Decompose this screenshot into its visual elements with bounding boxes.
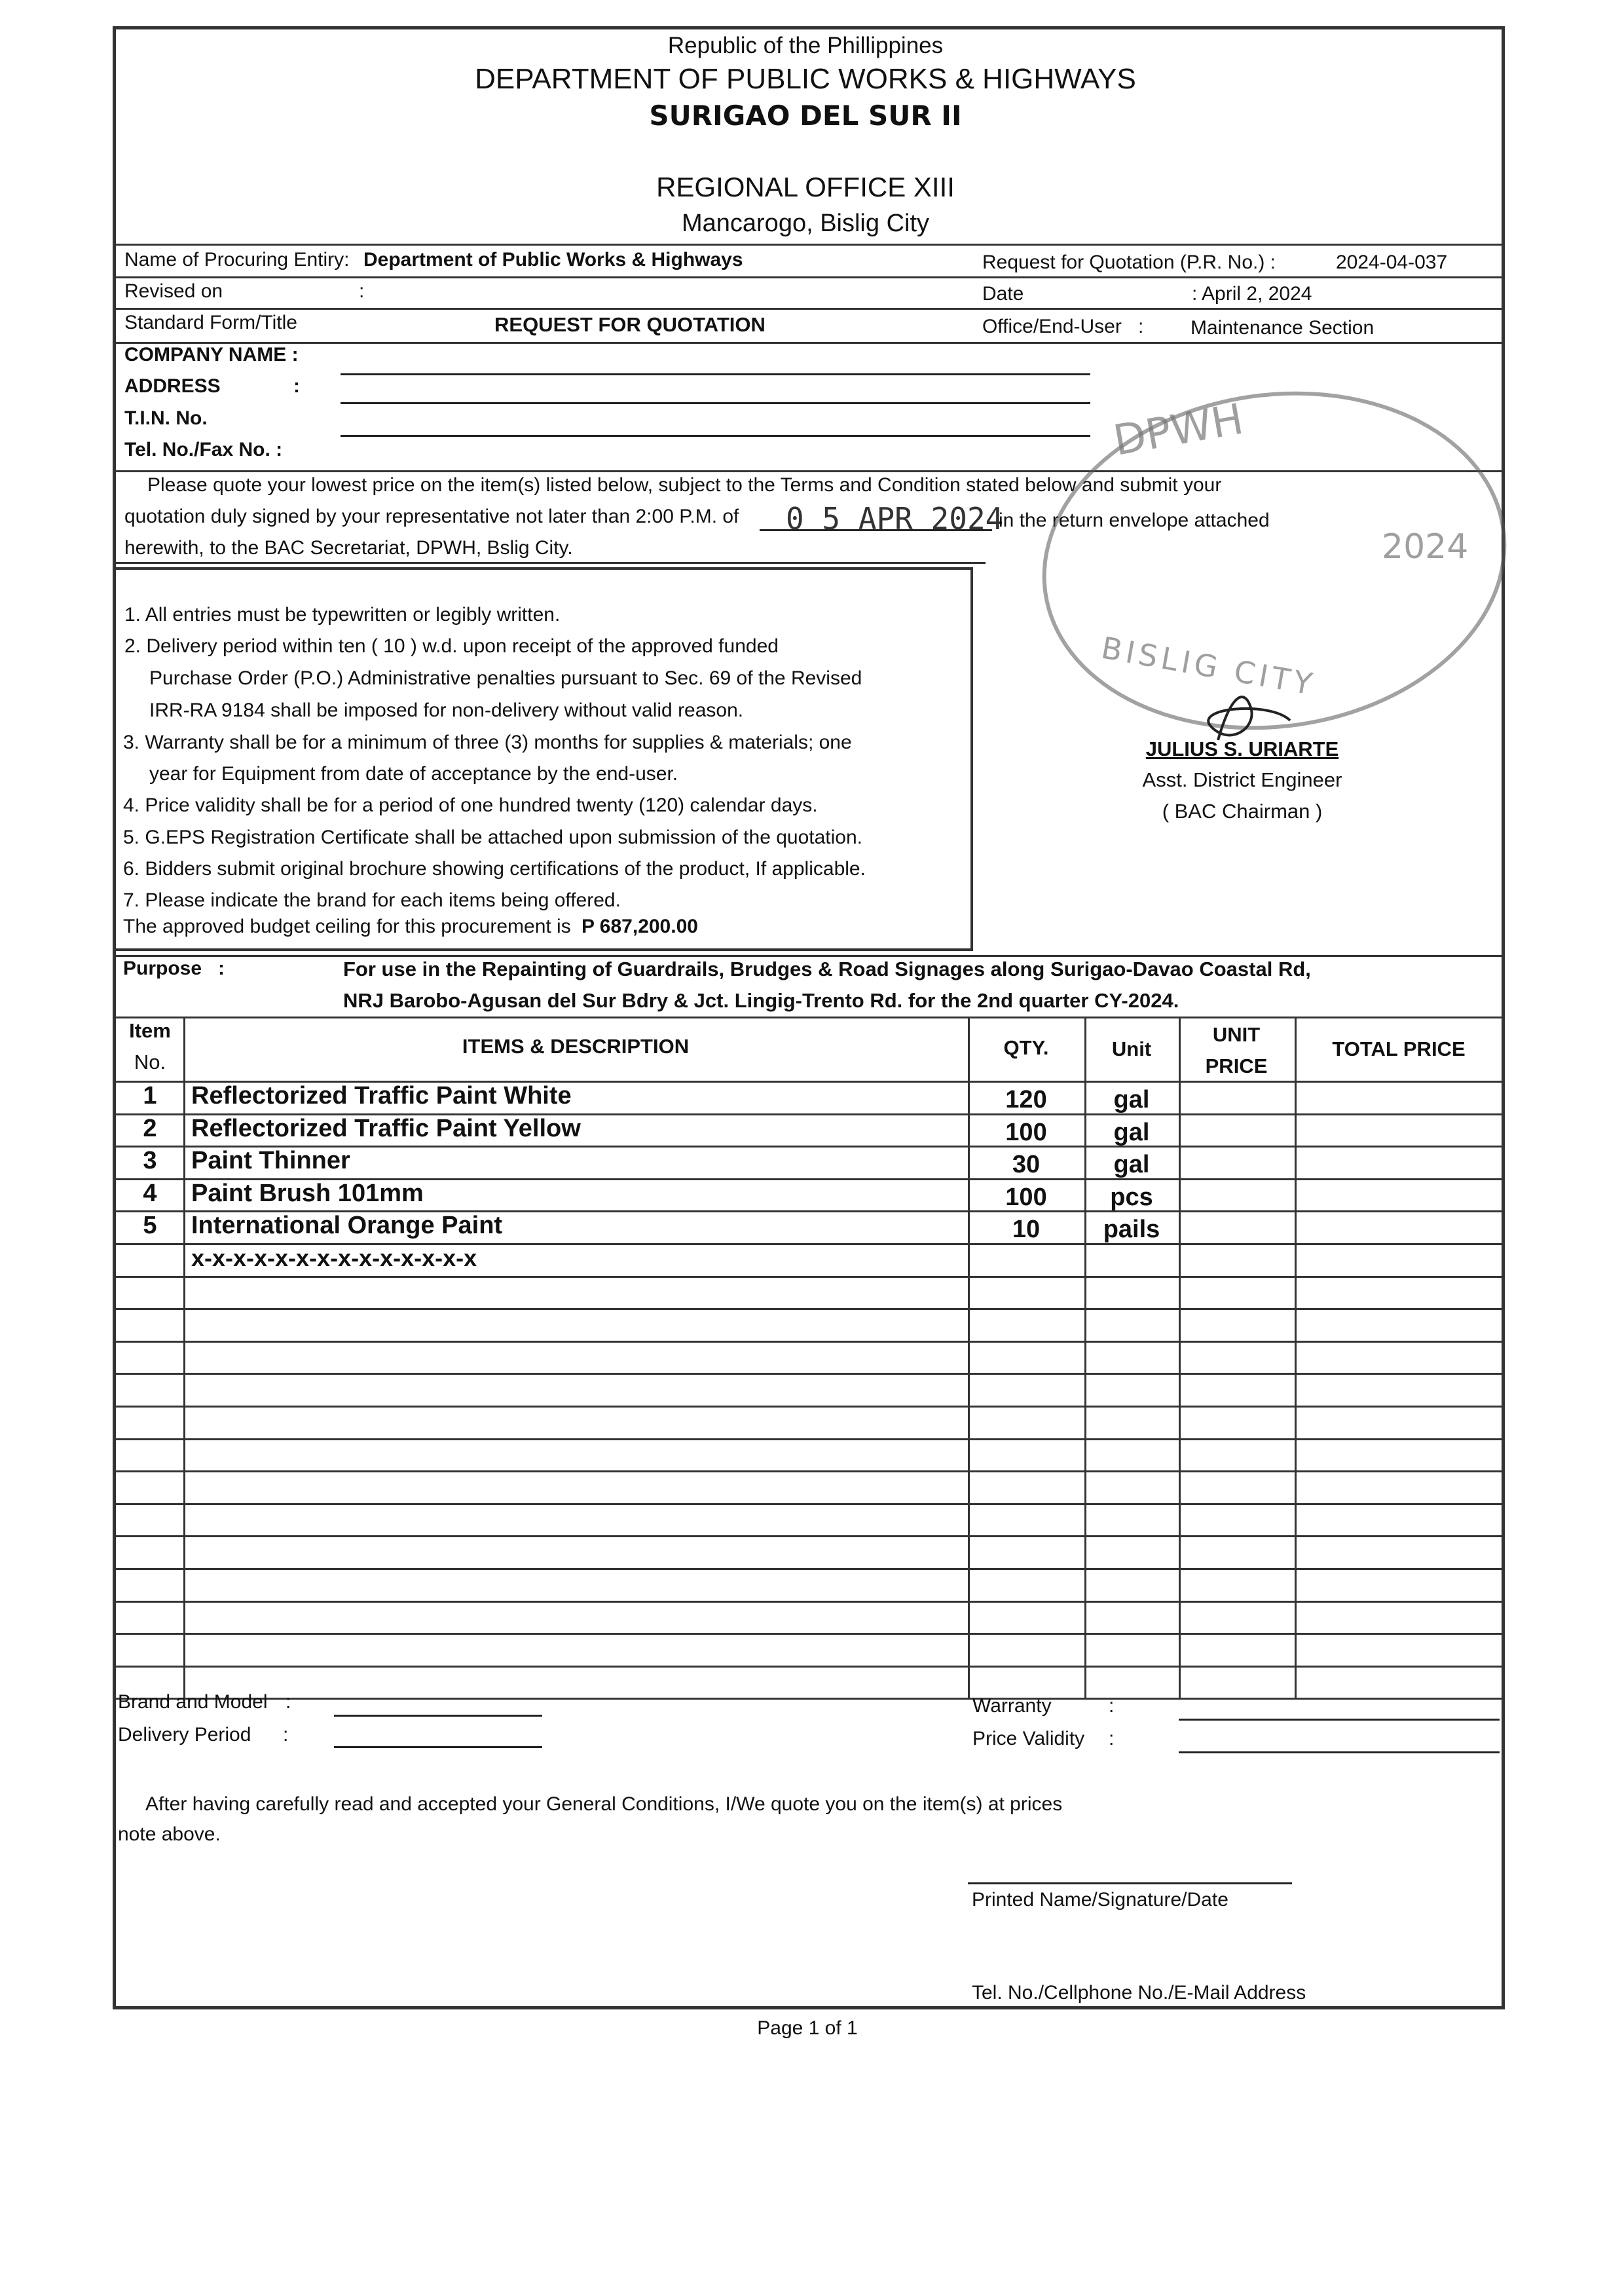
- address-line[interactable]: [341, 402, 1090, 404]
- instructions-line-1: Please quote your lowest price on the item(s) listed below, subject to the Terms and Condition stated below and submit your: [147, 474, 1222, 496]
- item-unit: gal: [1113, 1086, 1150, 1113]
- terms-box-top: [115, 567, 973, 570]
- purpose-label: Purpose: [123, 958, 202, 979]
- item-description: Reflectorized Traffic Paint White: [191, 1082, 572, 1110]
- item-unit: pails: [1103, 1216, 1160, 1244]
- republic-text: Republic of the Phillippines: [667, 33, 944, 58]
- stamp-bottom-text: BISLIG CITY: [1098, 629, 1319, 703]
- term-line: Purchase Order (P.O.) Administrative penalties pursuant to Sec. 69 of the Revised: [149, 667, 862, 689]
- header-unit-price: PRICE: [1205, 1054, 1268, 1077]
- header-unit-price: UNIT: [1212, 1023, 1261, 1046]
- brand-model-line[interactable]: [334, 1715, 542, 1717]
- procuring-entity-label: Name of Procuring Entiry:: [124, 249, 350, 271]
- purpose-colon: :: [218, 958, 225, 979]
- office-label: Office/End-User: [982, 316, 1122, 337]
- signatory-role: ( BAC Chairman ): [1162, 800, 1323, 823]
- tin-label: T.I.N. No.: [124, 407, 208, 429]
- standard-form-label: Standard Form/Title: [124, 312, 297, 333]
- revised-colon: :: [359, 280, 365, 302]
- end-of-items-marker: x-x-x-x-x-x-x-x-x-x-x-x-x-x: [191, 1244, 477, 1271]
- header-item-no: No.: [134, 1051, 166, 1073]
- purpose-line-1: For use in the Repainting of Guardrails, Brudges & Road Signages along Surigao-Davao Coastal Rd,: [343, 958, 1311, 980]
- price-validity-line[interactable]: [1179, 1751, 1500, 1753]
- address-colon: :: [293, 375, 300, 397]
- header-unit: Unit: [1111, 1037, 1152, 1060]
- budget-label: The approved budget ceiling for this procurement is: [123, 916, 571, 937]
- instructions-line-2b: in the return envelope attached: [999, 510, 1270, 531]
- instructions-line-2: quotation duly signed by your representative not later than 2:00 P.M. of: [124, 506, 739, 527]
- procuring-entity-value: Department of Public Works & Highways: [363, 249, 743, 271]
- regional-office: REGIONAL OFFICE XIII: [656, 172, 955, 202]
- item-number: 1: [143, 1082, 157, 1110]
- item-qty: 30: [1012, 1151, 1041, 1179]
- term-line: 3. Warranty shall be for a minimum of three (3) months for supplies & materials; one: [123, 732, 852, 753]
- stamp-year: 2024: [1382, 527, 1469, 567]
- date-label: Date: [982, 283, 1024, 305]
- item-qty: 10: [1012, 1216, 1041, 1244]
- term-line: year for Equipment from date of acceptance by the end-user.: [149, 763, 678, 785]
- term-line: 1. All entries must be typewritten or legibly written.: [124, 604, 561, 625]
- divider: [115, 276, 1503, 278]
- warranty-line[interactable]: [1179, 1719, 1500, 1721]
- office-value: Maintenance Section: [1190, 317, 1375, 339]
- stamped-deadline-date: 0 5 APR 2024: [786, 501, 1004, 536]
- price-validity-colon: :: [1109, 1728, 1115, 1749]
- company-name-line[interactable]: [341, 373, 1090, 375]
- delivery-period-label: Delivery Period: [118, 1724, 251, 1745]
- terms-box-right: [970, 569, 973, 950]
- delivery-period-line[interactable]: [334, 1746, 542, 1748]
- contact-caption: Tel. No./Cellphone No./E-Mail Address: [972, 1982, 1306, 2004]
- table-column-border: [1179, 1017, 1181, 1698]
- item-number: 5: [143, 1212, 157, 1240]
- office-colon: :: [1138, 316, 1144, 337]
- rfq-label: Request for Quotation (P.R. No.) :: [982, 252, 1276, 273]
- divider: [115, 562, 986, 564]
- date-value: : April 2, 2024: [1192, 283, 1312, 305]
- standard-form-value: REQUEST FOR QUOTATION: [494, 313, 766, 336]
- signatory-name: JULIUS S. URIARTE: [1145, 737, 1339, 760]
- address-label: ADDRESS: [124, 375, 221, 397]
- item-description: International Orange Paint: [191, 1212, 503, 1240]
- table-column-border: [1084, 1017, 1086, 1698]
- table-column-border: [1295, 1017, 1297, 1698]
- item-description: Paint Thinner: [191, 1147, 350, 1175]
- warranty-colon: :: [1109, 1695, 1115, 1717]
- terms-box-bottom: [115, 948, 973, 951]
- item-number: 4: [143, 1179, 157, 1207]
- instructions-line-3: herewith, to the BAC Secretariat, DPWH, Bslig City.: [124, 537, 573, 559]
- term-line: 5. G.EPS Registration Certificate shall be attached upon submission of the quotation.: [123, 827, 862, 848]
- item-unit: pcs: [1110, 1183, 1153, 1211]
- divider: [115, 308, 1503, 310]
- acceptance-line-2: note above.: [118, 1823, 221, 1845]
- term-line: 7. Please indicate the brand for each items being offered.: [123, 889, 621, 911]
- table-column-border: [968, 1017, 970, 1698]
- table-column-border: [183, 1017, 185, 1698]
- divider: [115, 244, 1503, 246]
- header-total-price: TOTAL PRICE: [1332, 1037, 1466, 1060]
- item-description: Reflectorized Traffic Paint Yellow: [191, 1114, 581, 1142]
- price-validity-label: Price Validity: [972, 1728, 1085, 1749]
- signatory-title: Asst. District Engineer: [1142, 768, 1342, 791]
- warranty-label: Warranty: [972, 1695, 1052, 1717]
- item-number: 2: [143, 1114, 157, 1142]
- brand-model-label: Brand and Model: [118, 1691, 268, 1713]
- delivery-period-colon: :: [283, 1724, 289, 1745]
- district-title: SURIGAO DEL SUR II: [649, 100, 962, 132]
- term-line: 4. Price validity shall be for a period of one hundred twenty (120) calendar days.: [123, 794, 818, 816]
- divider: [115, 342, 1503, 344]
- tel-fax-label: Tel. No./Fax No. :: [124, 439, 283, 460]
- term-line: IRR-RA 9184 shall be imposed for non-delivery without valid reason.: [149, 700, 744, 721]
- page-number: Page 1 of 1: [757, 2017, 858, 2039]
- company-name-label: COMPANY NAME :: [124, 344, 299, 365]
- item-qty: 100: [1005, 1118, 1047, 1146]
- header-qty: QTY.: [1003, 1036, 1049, 1059]
- item-number: 3: [143, 1147, 157, 1175]
- purpose-line-2: NRJ Barobo-Agusan del Sur Bdry & Jct. Lingig-Trento Rd. for the 2nd quarter CY-2024.: [343, 989, 1179, 1012]
- table-row-border: [115, 1698, 1503, 1700]
- item-qty: 120: [1005, 1086, 1047, 1113]
- tin-line[interactable]: [341, 435, 1090, 437]
- rfq-number: 2024-04-037: [1336, 252, 1448, 273]
- signature-line[interactable]: [968, 1882, 1292, 1884]
- department-title: DEPARTMENT OF PUBLIC WORKS & HIGHWAYS: [475, 63, 1136, 95]
- divider: [115, 955, 1503, 957]
- term-line: 6. Bidders submit original brochure showing certifications of the product, If applicable.: [123, 858, 866, 880]
- item-unit: gal: [1113, 1118, 1150, 1146]
- brand-model-colon: :: [286, 1691, 291, 1713]
- header-item-no: Item: [129, 1019, 171, 1042]
- item-qty: 100: [1005, 1183, 1047, 1211]
- budget-value: P 687,200.00: [581, 916, 698, 937]
- acceptance-line-1: After having carefully read and accepted your General Conditions, I/We quote you on the item(s) at prices: [145, 1793, 1063, 1815]
- item-unit: gal: [1113, 1151, 1150, 1179]
- header-description: ITEMS & DESCRIPTION: [462, 1035, 690, 1058]
- stamp-top-text: DPWH: [1110, 395, 1247, 466]
- term-line: 2. Delivery period within ten ( 10 ) w.d. upon receipt of the approved funded: [124, 635, 779, 657]
- office-location: Mancarogo, Bislig City: [681, 210, 930, 237]
- signature-caption: Printed Name/Signature/Date: [972, 1889, 1228, 1911]
- revised-label: Revised on: [124, 280, 223, 302]
- item-description: Paint Brush 101mm: [191, 1179, 424, 1207]
